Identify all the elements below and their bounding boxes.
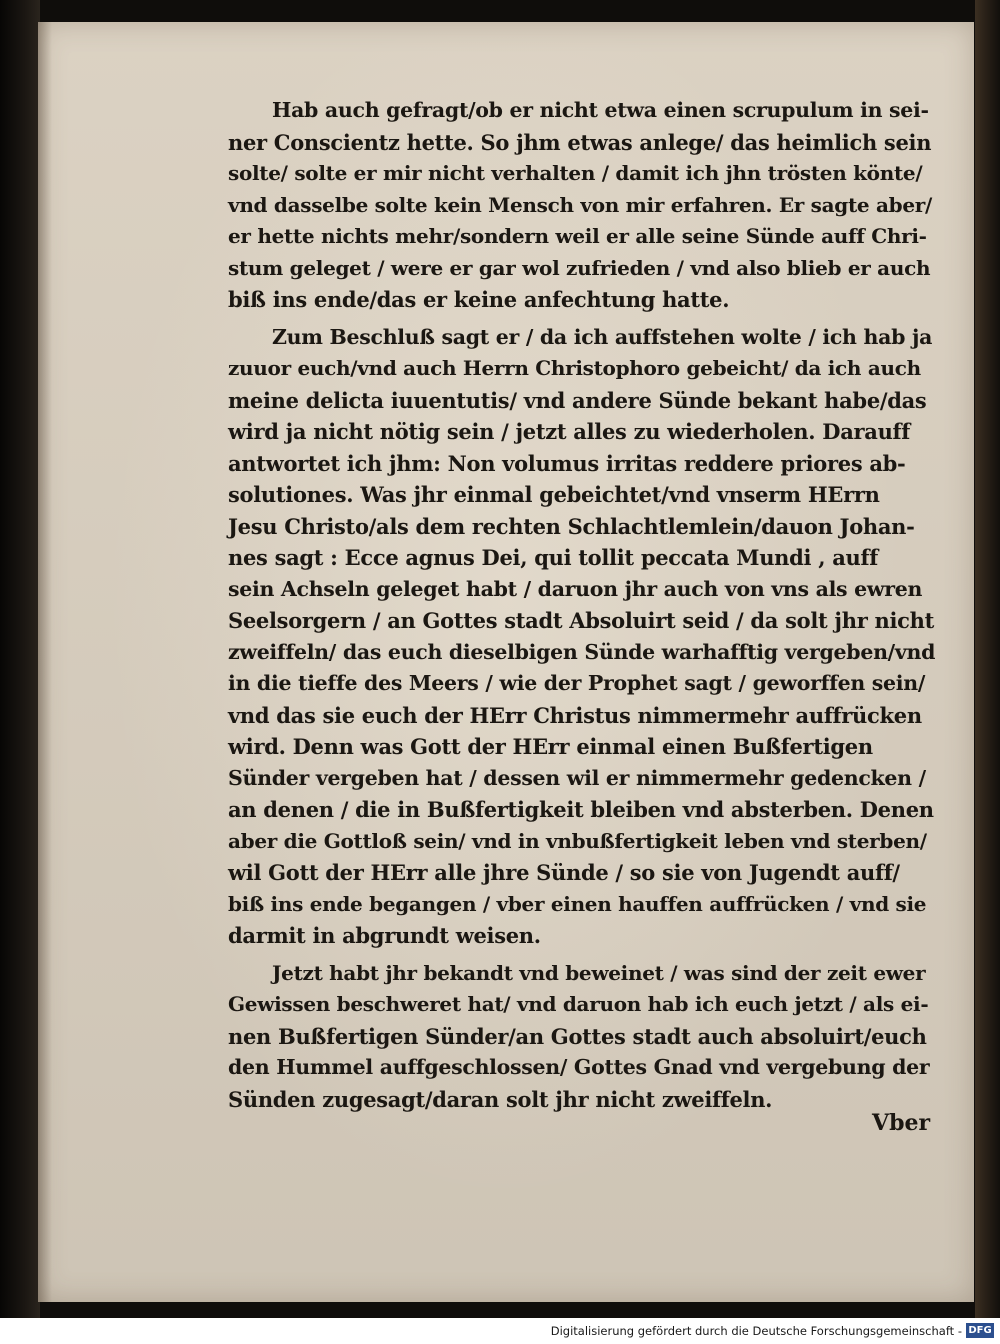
text-line: sein Achseln geleget habt / daruon jhr auch von vns als ewren bbox=[228, 576, 923, 601]
page-gutter-shadow bbox=[38, 22, 52, 1302]
text-line: er hette nichts mehr/sondern weil er alle seine Sünde auff Chri- bbox=[228, 224, 927, 248]
text-line: in die tieffe des Meers / wie der Prophet sagt / geworffen sein/ bbox=[228, 671, 926, 695]
text-line: nes sagt : Ecce agnus Dei, qui tollit peccata Mundi , auff bbox=[228, 545, 878, 570]
text-line: Seelsorgern / an Gottes stadt Absoluirt seid / da solt jhr nicht bbox=[228, 608, 934, 633]
text-line: den Hummel auffgeschlossen/ Gottes Gnad vnd vergebung der bbox=[228, 1055, 930, 1079]
text-line: Hab auch gefragt/ob er nicht etwa einen scrupulum in sei- bbox=[272, 98, 929, 122]
text-line: Gewissen beschweret hat/ vnd daruon hab ich euch jetzt / als ei- bbox=[228, 992, 929, 1016]
text-line: vnd das sie euch der HErr Christus nimmermehr auffrücken bbox=[228, 702, 922, 728]
text-line: Sünder vergeben hat / dessen wil er nimmermehr gedencken / bbox=[228, 765, 926, 790]
text-line: meine delicta iuuentutis/ vnd andere Sünde bekant habe/das bbox=[228, 387, 927, 413]
text-line: biß ins ende/das er keine anfechtung hatte. bbox=[228, 287, 730, 312]
text-line: wird ja nicht nötig sein / jetzt alles zu wiederholen. Darauff bbox=[228, 419, 911, 444]
text-line: aber die Gottloß sein/ vnd in vnbußfertigkeit leben vnd sterben/ bbox=[228, 828, 927, 853]
footer-bar bbox=[0, 1318, 1000, 1344]
text-line: solutiones. Was jhr einmal gebeichtet/vnd vnserm HErrn bbox=[228, 482, 880, 507]
text-line: an denen / die in Bußfertigkeit bleiben vnd absterben. Denen bbox=[228, 797, 934, 822]
text-line: zuuor euch/vnd auch Herrn Christophoro gebeicht/ da ich auch bbox=[228, 356, 921, 380]
text-line: wird. Denn was Gott der HErr einmal einen Bußfertigen bbox=[228, 734, 873, 759]
text-line: solte/ solte er mir nicht verhalten / damit ich jhn trösten könte/ bbox=[228, 161, 923, 185]
text-line: stum geleget / were er gar wol zufrieden / vnd also blieb er auch bbox=[228, 255, 931, 280]
text-line: antwortet ich jhm: Non volumus irritas reddere priores ab- bbox=[228, 450, 906, 476]
dfg-logo-icon: DFG bbox=[966, 1323, 994, 1338]
text-line: wil Gott der HErr alle jhre Sünde / so sie von Jugendt auff/ bbox=[228, 860, 900, 885]
scan-edge-left bbox=[0, 0, 40, 1318]
text-line: biß ins ende begangen / vber einen hauffen auffrücken / vnd sie bbox=[228, 891, 927, 916]
text-line: nen Bußfertigen Sünder/an Gottes stadt auch absoluirt/euch bbox=[228, 1023, 927, 1049]
text-line: darmit in abgrundt weisen. bbox=[228, 923, 541, 948]
text-line: Jesu Christo/als dem rechten Schlachtlemlein/dauon Johan- bbox=[228, 513, 915, 539]
text-line: ner Conscientz hette. So jhm etwas anlege/ das heimlich sein bbox=[228, 129, 932, 155]
text-block bbox=[228, 95, 938, 1115]
catchword: Vber bbox=[872, 1110, 931, 1136]
text-line: zweiffeln/ das euch dieselbigen Sünde warhafftig vergeben/vnd bbox=[228, 639, 936, 664]
text-line: Zum Beschluß sagt er / da ich auffstehen wolte / ich hab ja bbox=[272, 324, 933, 349]
text-line: Jetzt habt jhr bekandt vnd beweinet / was sind der zeit ewer bbox=[272, 960, 926, 985]
footer-credit: Digitalisierung gefördert durch die Deutsche Forschungsgemeinschaft - bbox=[550, 1324, 962, 1338]
text-line: Sünden zugesagt/daran solt jhr nicht zweiffeln. bbox=[228, 1086, 773, 1112]
scan-edge-right bbox=[975, 0, 1000, 1318]
text-line: vnd dasselbe solte kein Mensch von mir erfahren. Er sagte aber/ bbox=[228, 192, 933, 217]
